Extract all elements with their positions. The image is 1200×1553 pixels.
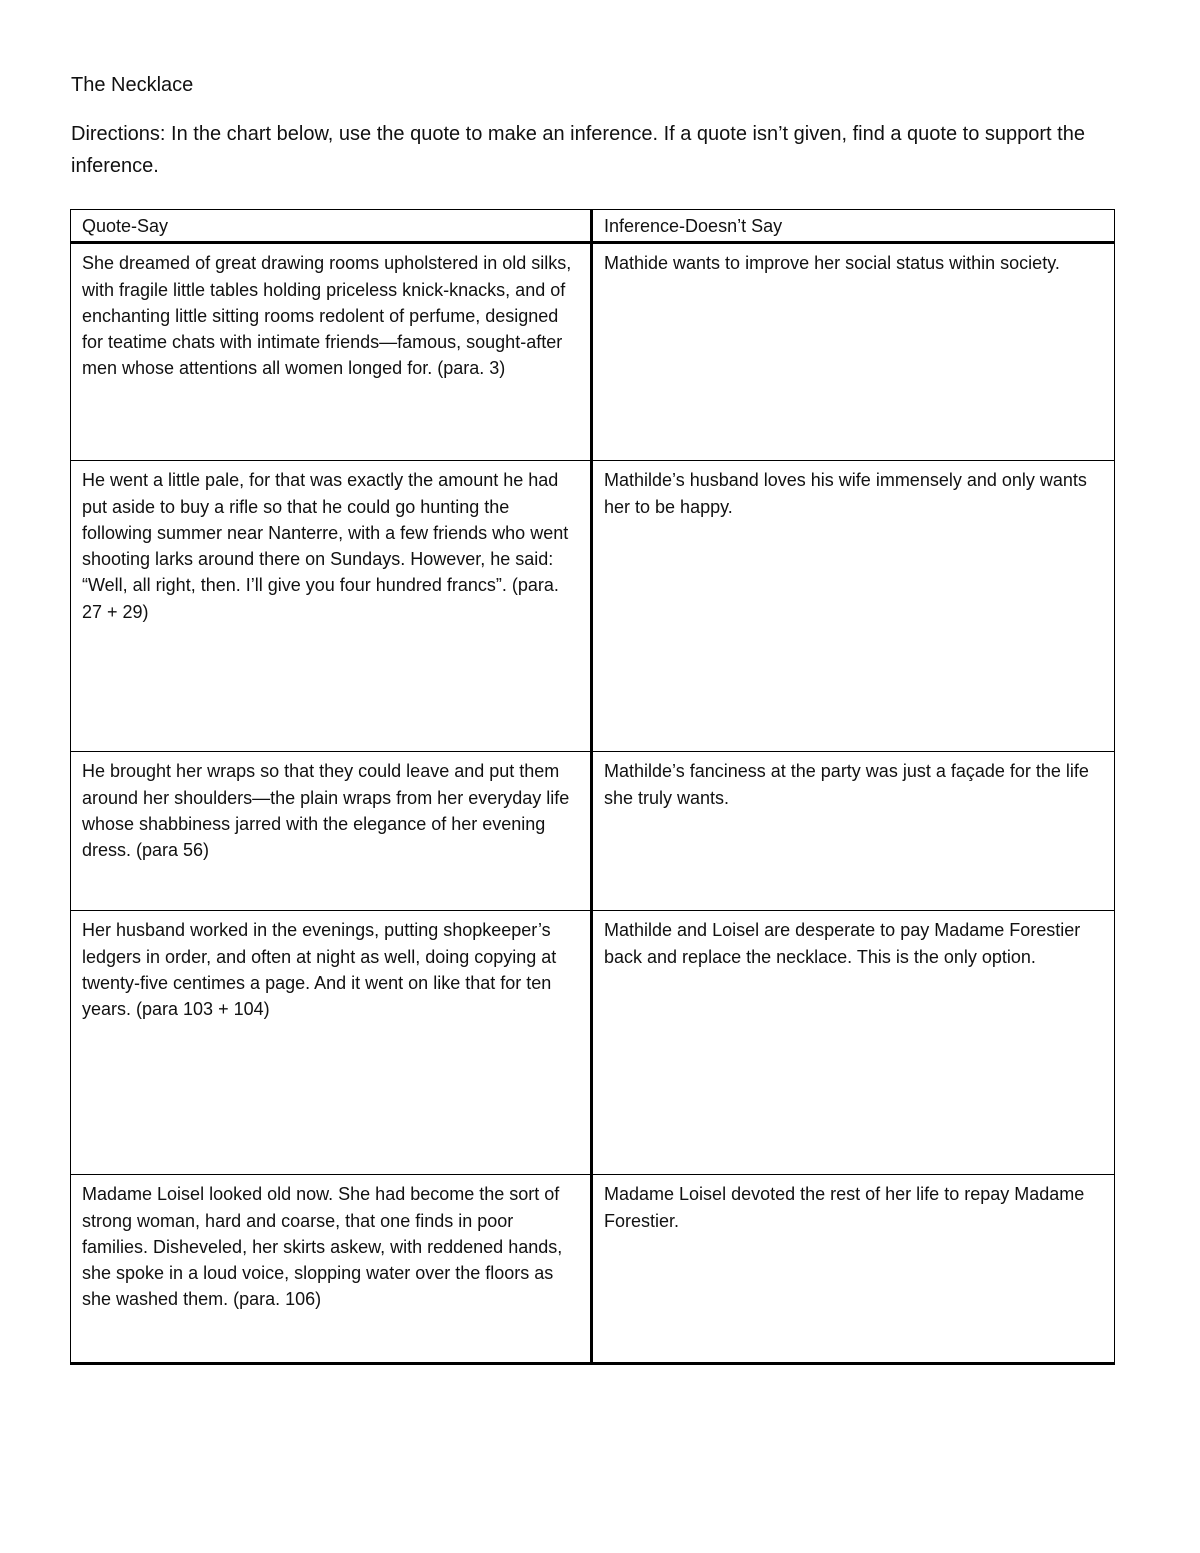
table-row	[71, 752, 1115, 911]
inference-column-header: Inference-Doesn’t Say	[592, 210, 1115, 243]
quote-cell: He brought her wraps so that they could leave and put them around her shoulders—the plain wraps from her everyday life whose shabbiness jarred with the elegance of her evening dress. (para 56)	[71, 752, 592, 911]
inference-cell: Mathilde and Loisel are desperate to pay Madame Forestier back and replace the necklace. This is the only option.	[592, 911, 1115, 1175]
table-row	[71, 461, 1115, 752]
table-row	[71, 243, 1115, 461]
chart-header-row	[71, 210, 1115, 243]
inference-cell: Madame Loisel devoted the rest of her life to repay Madame Forestier.	[592, 1175, 1115, 1364]
quote-cell: She dreamed of great drawing rooms upholstered in old silks, with fragile little tables holding priceless knick-knacks, and of enchanting little sitting rooms redolent of perfume, designed for teatime chats with intimate friends—famous, sought-after men whose attentions all women longed for. (para. 3)	[71, 243, 592, 461]
inference-chart	[70, 209, 1115, 1365]
inference-cell: Mathilde’s fanciness at the party was just a façade for the life she truly wants.	[592, 752, 1115, 911]
quote-cell: Madame Loisel looked old now. She had become the sort of strong woman, hard and coarse, that one finds in poor families. Disheveled, her skirts askew, with reddened hands, she spoke in a loud voice, slopping water over the floors as she washed them. (para. 106)	[71, 1175, 592, 1364]
table-row	[71, 1175, 1115, 1364]
inference-cell: Mathilde’s husband loves his wife immensely and only wants her to be happy.	[592, 461, 1115, 752]
inference-cell: Mathide wants to improve her social status within society.	[592, 243, 1115, 461]
page-title: The Necklace	[71, 74, 194, 96]
quote-cell: He went a little pale, for that was exactly the amount he had put aside to buy a rifle so that he could go hunting the following summer near Nanterre, with a few friends who went shooting larks around there on Sundays. However, he said: “Well, all right, then. I’ll give you four hundred francs”. (para. 27 + 29)	[71, 461, 592, 752]
table-row	[71, 911, 1115, 1175]
quote-column-header: Quote-Say	[71, 210, 592, 243]
directions-text: Directions: In the chart below, use the quote to make an inference. If a quote isn’t given, find a quote to support the inference.	[71, 123, 1085, 177]
quote-cell: Her husband worked in the evenings, putting shopkeeper’s ledgers in order, and often at night as well, doing copying at twenty-five centimes a page. And it went on like that for ten years. (para 103 + 104)	[71, 911, 592, 1175]
